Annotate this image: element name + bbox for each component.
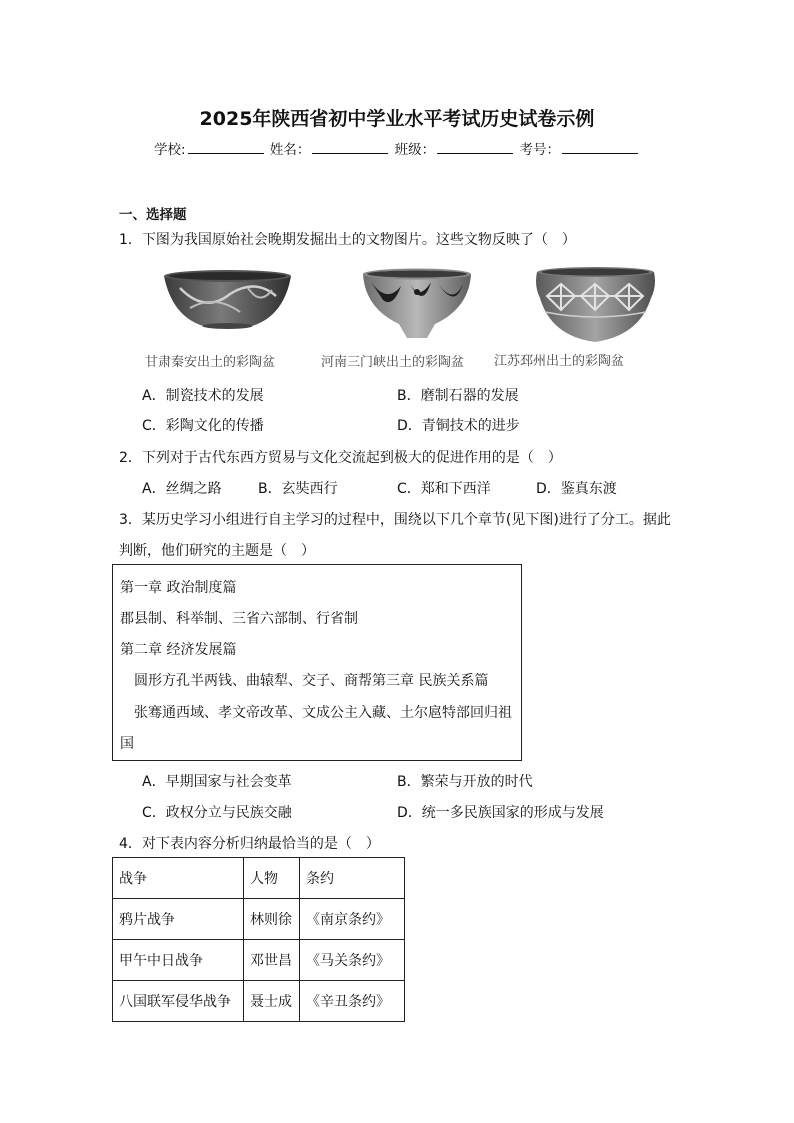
table-header-cell: 条约 <box>300 858 405 899</box>
table-cell: 《辛丑条约》 <box>300 981 405 1022</box>
q3-box-line-6: 国 <box>120 736 134 752</box>
number-label: 考号： <box>519 142 560 158</box>
pottery-basin-image-jiangsu <box>533 264 658 346</box>
table-cell: 邓世昌 <box>244 940 300 981</box>
table-cell: 八国联军侵华战争 <box>113 981 244 1022</box>
class-label: 班级： <box>394 142 436 158</box>
table-cell: 林则徐 <box>244 899 300 940</box>
q1-option-d: D．青铜技术的进步 <box>397 418 520 434</box>
q1-option-a: A．制瓷技术的发展 <box>142 388 264 404</box>
q2-stem: 2．下列对于古代东西方贸易与文化交流起到极大的促进作用的是（ ） <box>119 450 562 466</box>
q3-box-line-3: 第二章 经济发展篇 <box>120 642 237 658</box>
school-label: 学校: <box>154 142 186 158</box>
q1-option-b: B．磨制石器的发展 <box>397 388 519 404</box>
q3-box-line-1: 第一章 政治制度篇 <box>120 580 237 596</box>
table-header-cell: 人物 <box>244 858 300 899</box>
q3-box-line-2: 郡县制、科举制、三省六部制、行省制 <box>120 611 358 627</box>
name-blank <box>312 140 388 154</box>
number-blank <box>562 140 638 154</box>
table-row <box>113 981 405 1022</box>
q3-box-line-5: 张骞通西域、孝文帝改革、文成公主入藏、土尔扈特部回归祖 <box>120 705 512 721</box>
table-cell: 甲午中日战争 <box>113 940 244 981</box>
student-info-line <box>0 138 794 158</box>
q2-option-b: B．玄奘西行 <box>258 481 338 497</box>
table-row <box>113 899 405 940</box>
q2-option-a: A．丝绸之路 <box>142 481 222 497</box>
table-cell: 聂士成 <box>244 981 300 1022</box>
q2-option-c: C．郑和下西洋 <box>397 481 491 497</box>
table-row <box>113 940 405 981</box>
q1-stem: 1．下图为我国原始社会晚期发掘出土的文物图片。这些文物反映了（ ） <box>119 232 576 248</box>
q3-stem-line-1: 3．某历史学习小组进行自主学习的过程中，围绕以下几个章节(见下图)进行了分工。据此 <box>119 512 671 528</box>
table-header-row <box>113 858 405 899</box>
q1-caption-3: 江苏邳州出土的彩陶盆 <box>494 354 625 369</box>
class-blank <box>437 140 513 154</box>
q1-option-c: C．彩陶文化的传播 <box>142 418 264 434</box>
table-cell: 鸦片战争 <box>113 899 244 940</box>
school-blank <box>188 140 264 154</box>
pottery-basin-image-henan <box>357 264 477 344</box>
q1-caption-1: 甘肃秦安出土的彩陶盆 <box>145 355 276 370</box>
q3-option-b: B．繁荣与开放的时代 <box>397 774 533 790</box>
section-heading: 一、选择题 <box>119 207 187 223</box>
pottery-basin-image-gansu <box>160 266 295 336</box>
table-header-cell: 战争 <box>113 858 244 899</box>
q4-stem: 4．对下表内容分析归纳最恰当的是（ ） <box>119 836 380 852</box>
q3-stem-line-2: 判断，他们研究的主题是（ ） <box>119 543 315 559</box>
q1-caption-2: 河南三门峡出土的彩陶盆 <box>321 355 465 370</box>
name-label: 姓名： <box>269 142 311 158</box>
exam-title: 2025年陕西省初中学业水平考试历史试卷示例 <box>199 108 595 130</box>
q3-option-a: A．早期国家与社会变革 <box>142 774 292 790</box>
q3-option-d: D．统一多民族国家的形成与发展 <box>397 805 604 821</box>
table-cell: 《马关条约》 <box>300 940 405 981</box>
q3-option-c: C．政权分立与民族交融 <box>142 805 292 821</box>
table-cell: 《南京条约》 <box>300 899 405 940</box>
q2-option-d: D．鉴真东渡 <box>536 481 617 497</box>
q4-table <box>112 857 405 1022</box>
q3-box-line-4: 圆形方孔半两钱、曲辕犁、交子、商帮第三章 民族关系篇 <box>120 673 489 689</box>
q3-chapter-box <box>112 564 522 761</box>
